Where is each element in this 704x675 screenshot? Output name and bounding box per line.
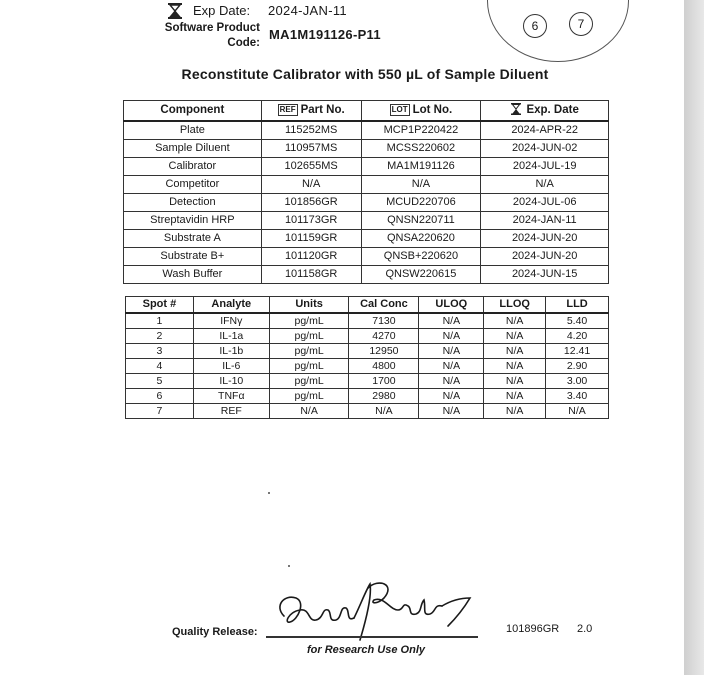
table-cell: IL-1b <box>193 344 269 359</box>
table-cell: 102655MS <box>261 158 361 176</box>
table-cell: IFNγ <box>193 313 269 329</box>
column-header: Cal Conc <box>349 297 419 314</box>
column-header: Spot # <box>126 297 194 314</box>
table-cell: 5 <box>126 374 194 389</box>
table-cell: N/A <box>546 404 609 419</box>
table-cell: pg/mL <box>269 389 349 404</box>
table-cell: 3 <box>126 344 194 359</box>
hourglass-icon <box>166 2 184 20</box>
table-cell: N/A <box>261 176 361 194</box>
table-cell: N/A <box>269 404 349 419</box>
table-cell: 4 <box>126 359 194 374</box>
table-cell: 2024-JUL-06 <box>481 194 609 212</box>
column-header: Exp. Date <box>481 101 609 122</box>
table-cell: 2.90 <box>546 359 609 374</box>
table-cell: pg/mL <box>269 313 349 329</box>
table-cell: Substrate B+ <box>124 248 262 266</box>
spot-marker: 7 <box>569 12 593 36</box>
table-row <box>126 329 609 344</box>
table-cell: 6 <box>126 389 194 404</box>
table-cell: N/A <box>419 313 484 329</box>
research-use-only-note: for Research Use Only <box>307 644 425 656</box>
spot-table-header <box>126 297 609 314</box>
table-row <box>126 389 609 404</box>
table-row <box>126 374 609 389</box>
spot-diagram <box>487 0 629 62</box>
table-cell: 4.20 <box>546 329 609 344</box>
table-cell: IL-6 <box>193 359 269 374</box>
scan-speck <box>268 492 270 494</box>
column-header: LLOQ <box>484 297 546 314</box>
table-cell: 2024-JUL-19 <box>481 158 609 176</box>
column-header: ULOQ <box>419 297 484 314</box>
table-cell: QNSW220615 <box>361 266 481 284</box>
table-row <box>124 248 609 266</box>
table-cell: 2024-JAN-11 <box>481 212 609 230</box>
table-cell: 115252MS <box>261 121 361 140</box>
table-cell: Wash Buffer <box>124 266 262 284</box>
table-cell: N/A <box>361 176 481 194</box>
table-cell: QNSB+220620 <box>361 248 481 266</box>
hourglass-icon <box>510 103 522 115</box>
table-cell: N/A <box>349 404 419 419</box>
table-cell: QNSA220620 <box>361 230 481 248</box>
table-cell: pg/mL <box>269 344 349 359</box>
table-cell: pg/mL <box>269 329 349 344</box>
table-row <box>126 344 609 359</box>
table-cell: N/A <box>484 389 546 404</box>
table-cell: N/A <box>484 344 546 359</box>
table-cell: N/A <box>419 389 484 404</box>
table-cell: 2980 <box>349 389 419 404</box>
table-cell: 2024-JUN-20 <box>481 248 609 266</box>
exp-date-label: Exp Date: <box>193 3 251 18</box>
table-cell: 101856GR <box>261 194 361 212</box>
document-version: 2.0 <box>577 623 593 635</box>
exp-date-value: 2024-JAN-11 <box>268 3 347 18</box>
table-cell: Calibrator <box>124 158 262 176</box>
table-cell: QNSN220711 <box>361 212 481 230</box>
software-product-code: MA1M191126-P11 <box>269 27 381 42</box>
table-cell: 7130 <box>349 313 419 329</box>
table-cell: 2 <box>126 329 194 344</box>
table-cell: Competitor <box>124 176 262 194</box>
column-header: LOT Lot No. <box>361 101 481 122</box>
quality-release-label: Quality Release: <box>172 626 258 638</box>
table-cell: 4270 <box>349 329 419 344</box>
table-cell: 12.41 <box>546 344 609 359</box>
table-cell: 2024-APR-22 <box>481 121 609 140</box>
component-table <box>123 100 609 284</box>
table-row <box>126 313 609 329</box>
table-cell: N/A <box>484 359 546 374</box>
table-cell: 110957MS <box>261 140 361 158</box>
table-cell: 2024-JUN-20 <box>481 230 609 248</box>
signature <box>266 576 486 642</box>
table-cell: 101158GR <box>261 266 361 284</box>
table-cell: N/A <box>484 374 546 389</box>
header <box>0 0 460 60</box>
table-cell: N/A <box>419 404 484 419</box>
table-cell: Sample Diluent <box>124 140 262 158</box>
lot-icon: LOT <box>391 105 408 114</box>
table-cell: N/A <box>419 374 484 389</box>
page-edge <box>684 0 704 675</box>
spot-table <box>125 296 609 419</box>
table-cell: IL-10 <box>193 374 269 389</box>
ref-icon: REF <box>279 105 296 114</box>
table-cell: N/A <box>484 404 546 419</box>
table-cell: Plate <box>124 121 262 140</box>
table-cell: 2024-JUN-02 <box>481 140 609 158</box>
table-row <box>124 212 609 230</box>
table-row <box>124 194 609 212</box>
signature-line <box>266 636 478 638</box>
table-cell: 101120GR <box>261 248 361 266</box>
table-cell: N/A <box>484 313 546 329</box>
table-cell: 12950 <box>349 344 419 359</box>
table-cell: Substrate A <box>124 230 262 248</box>
column-header: Component <box>124 101 262 122</box>
table-cell: IL-1a <box>193 329 269 344</box>
table-row <box>126 404 609 419</box>
column-header: REF Part No. <box>261 101 361 122</box>
table-cell: 4800 <box>349 359 419 374</box>
table-row <box>124 176 609 194</box>
table-cell: REF <box>193 404 269 419</box>
spot-marker: 6 <box>523 14 547 38</box>
table-cell: MCSS220602 <box>361 140 481 158</box>
table-cell: Detection <box>124 194 262 212</box>
table-cell: N/A <box>419 344 484 359</box>
table-cell: pg/mL <box>269 359 349 374</box>
document-code: 101896GR <box>506 623 560 635</box>
column-header: Units <box>269 297 349 314</box>
component-table-header <box>124 101 609 122</box>
table-cell: TNFα <box>193 389 269 404</box>
column-header: LLD <box>546 297 609 314</box>
scan-speck <box>288 565 290 567</box>
table-cell: MA1M191126 <box>361 158 481 176</box>
reconstitute-instruction: Reconstitute Calibrator with 550 µL of Sample Diluent <box>181 66 549 82</box>
table-row <box>124 140 609 158</box>
table-cell: 5.40 <box>546 313 609 329</box>
table-row <box>124 158 609 176</box>
software-product-label: Software Product Code: <box>164 22 260 49</box>
table-cell: 101173GR <box>261 212 361 230</box>
table-cell: 2024-JUN-15 <box>481 266 609 284</box>
table-cell: N/A <box>484 329 546 344</box>
table-cell: 3.00 <box>546 374 609 389</box>
table-row <box>124 121 609 140</box>
table-cell: N/A <box>419 359 484 374</box>
table-cell: N/A <box>419 329 484 344</box>
table-cell: N/A <box>481 176 609 194</box>
table-cell: 7 <box>126 404 194 419</box>
table-cell: MCUD220706 <box>361 194 481 212</box>
table-cell: pg/mL <box>269 374 349 389</box>
table-row <box>124 230 609 248</box>
table-cell: Streptavidin HRP <box>124 212 262 230</box>
table-cell: 3.40 <box>546 389 609 404</box>
table-cell: MCP1P220422 <box>361 121 481 140</box>
table-cell: 101159GR <box>261 230 361 248</box>
column-header: Analyte <box>193 297 269 314</box>
table-cell: 1 <box>126 313 194 329</box>
table-cell: 1700 <box>349 374 419 389</box>
table-row <box>124 266 609 284</box>
table-row <box>126 359 609 374</box>
